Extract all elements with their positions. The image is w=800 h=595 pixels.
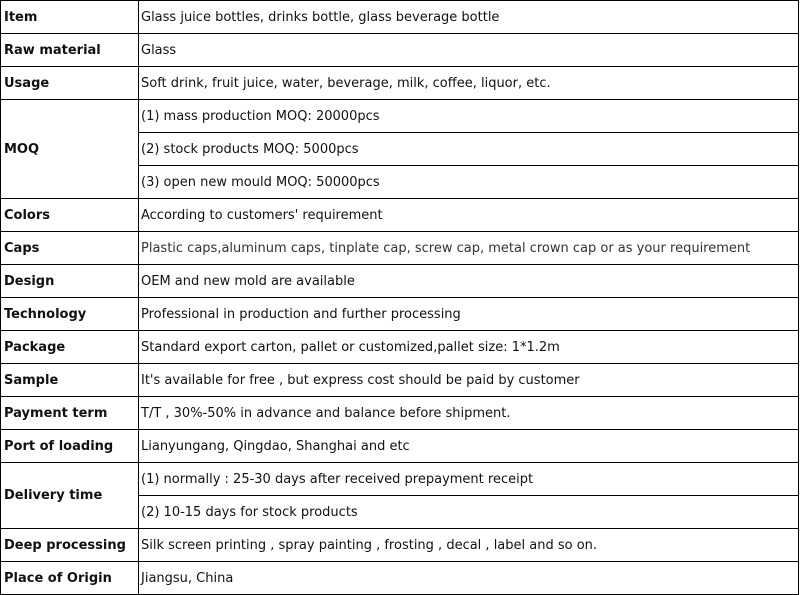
row-value-moq-1: (1) mass production MOQ: 20000pcs — [139, 100, 799, 133]
table-row — [1, 34, 799, 67]
row-label-usage: Usage — [1, 67, 139, 100]
table-row — [1, 397, 799, 430]
row-label-payment-term: Payment term — [1, 397, 139, 430]
table-row — [1, 364, 799, 397]
table-row — [1, 298, 799, 331]
row-label-moq: MOQ — [1, 100, 139, 199]
table-row — [1, 232, 799, 265]
table-row — [1, 67, 799, 100]
row-label-delivery-time: Delivery time — [1, 463, 139, 529]
row-value-usage: Soft drink, fruit juice, water, beverage, milk, coffee, liquor, etc. — [139, 67, 799, 100]
row-value-package: Standard export carton, pallet or customized,pallet size: 1*1.2m — [139, 331, 799, 364]
row-value-raw-material: Glass — [139, 34, 799, 67]
row-label-port-of-loading: Port of loading — [1, 430, 139, 463]
row-value-sample: It's available for free , but express cost should be paid by customer — [139, 364, 799, 397]
table-row — [1, 430, 799, 463]
row-value-moq-3: (3) open new mould MOQ: 50000pcs — [139, 166, 799, 199]
row-value-delivery-time-1: (1) normally : 25-30 days after received prepayment receipt — [139, 463, 799, 496]
table-row — [1, 100, 799, 133]
row-label-colors: Colors — [1, 199, 139, 232]
row-value-payment-term: T/T , 30%-50% in advance and balance before shipment. — [139, 397, 799, 430]
row-value-design: OEM and new mold are available — [139, 265, 799, 298]
table-row — [1, 529, 799, 562]
row-label-deep-processing: Deep processing — [1, 529, 139, 562]
table-row — [1, 331, 799, 364]
row-label-sample: Sample — [1, 364, 139, 397]
row-label-technology: Technology — [1, 298, 139, 331]
row-value-caps: Plastic caps,aluminum caps, tinplate cap, screw cap, metal crown cap or as your requirement — [139, 232, 799, 265]
row-value-port-of-loading: Lianyungang, Qingdao, Shanghai and etc — [139, 430, 799, 463]
row-label-raw-material: Raw material — [1, 34, 139, 67]
table-row — [1, 463, 799, 496]
row-value-technology: Professional in production and further processing — [139, 298, 799, 331]
row-label-place-of-origin: Place of Origin — [1, 562, 139, 595]
table-row — [1, 562, 799, 595]
row-label-design: Design — [1, 265, 139, 298]
row-label-item: Item — [1, 1, 139, 34]
table-row — [1, 1, 799, 34]
table-row — [1, 265, 799, 298]
row-value-moq-2: (2) stock products MOQ: 5000pcs — [139, 133, 799, 166]
table-row — [1, 199, 799, 232]
row-label-caps: Caps — [1, 232, 139, 265]
row-value-colors: According to customers' requirement — [139, 199, 799, 232]
row-value-place-of-origin: Jiangsu, China — [139, 562, 799, 595]
row-label-package: Package — [1, 331, 139, 364]
row-value-item: Glass juice bottles, drinks bottle, glass beverage bottle — [139, 1, 799, 34]
row-value-deep-processing: Silk screen printing , spray painting , frosting , decal , label and so on. — [139, 529, 799, 562]
row-value-delivery-time-2: (2) 10-15 days for stock products — [139, 496, 799, 529]
